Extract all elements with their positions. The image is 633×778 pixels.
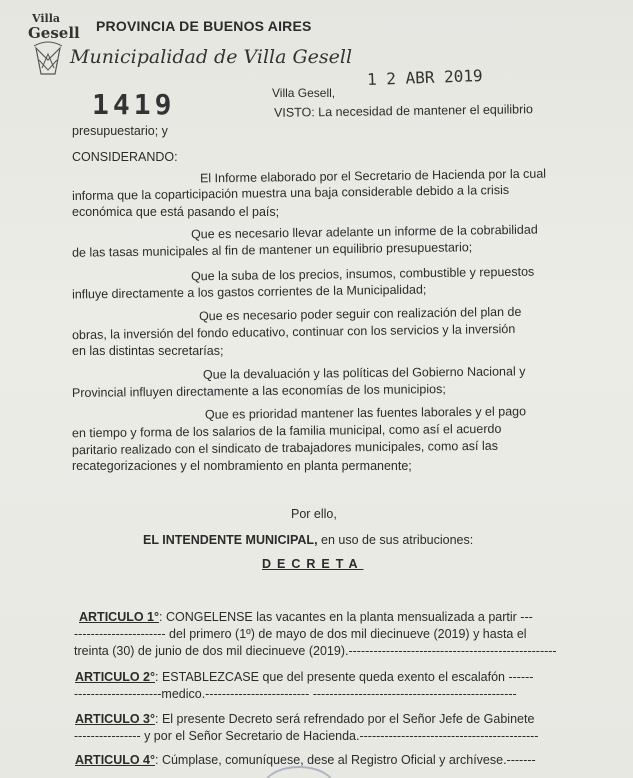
body-line: Que la devaluación y las políticas del Gobierno Nacional y bbox=[202, 364, 526, 382]
intendente-line bbox=[143, 533, 473, 547]
stamped-date: 1 2 ABR 2019 bbox=[366, 65, 483, 90]
body-line: El Informe elaborado por el Secretario de Hacienda por la cual bbox=[199, 166, 547, 186]
body-line: influye directamente a los gastos corrientes de la Municipalidad; bbox=[71, 282, 427, 302]
body-line: informa que la coparticipación muestra una baja considerable debido a la crisis bbox=[71, 182, 510, 204]
body-line: Que es prioridad mantener las fuentes laborales y el pago bbox=[204, 404, 527, 422]
article-text: : Cúmplase, comuníquese, dese al Registro Oficial y archívese.------- bbox=[155, 753, 536, 767]
article-label: ARTICULO 2° bbox=[75, 670, 155, 684]
article-2-line-2: ---------------------medico.------------------------- ------------------------------------------------- bbox=[74, 687, 517, 701]
article-1-line-3: treinta (30) de junio de dos mil diecinueve (2019).-------------------------------------------------- bbox=[74, 644, 557, 658]
body-line: de las tasas municipales al fin de mantener un equilibrio presupuestario; bbox=[71, 240, 473, 260]
logo-text-gesell: Gesell bbox=[28, 24, 80, 42]
article-4-line-1 bbox=[75, 753, 536, 767]
article-2-line-1 bbox=[75, 670, 533, 684]
article-label: ARTICULO 4° bbox=[75, 753, 155, 767]
place-label: Villa Gesell, bbox=[272, 86, 336, 100]
province-heading: PROVINCIA DE BUENOS AIRES bbox=[96, 18, 312, 34]
article-1-line-1 bbox=[79, 610, 533, 624]
decree-number: 1419 bbox=[92, 88, 176, 121]
article-text: : El presente Decreto será refrendado por el Señor Jefe de Gabinete bbox=[155, 712, 535, 726]
article-text: : ESTABLEZCASE que del presente queda exento el escalafón ------ bbox=[155, 670, 534, 684]
article-label: ARTICULO 3° bbox=[75, 712, 155, 726]
official-seal-icon bbox=[262, 766, 336, 778]
body-line: Provincial influyen directamente a las economías de los municipios; bbox=[71, 382, 446, 400]
body-line: en tiempo y forma de los salarios de la familia municipal, como así el acuerdo bbox=[71, 421, 502, 441]
logo-text-villa: Villa bbox=[32, 12, 61, 25]
body-line: obras, la inversión del fondo educativo, continuar con los servicios y la inversión bbox=[71, 321, 516, 343]
article-3-line-2: ---------------- y por el Señor Secretario de Hacienda.------------------------------------------- bbox=[74, 729, 539, 743]
article-1-line-2: ---------------------- del primero (1º) de mayo de dos mil diecinueve (2019) y hasta el bbox=[74, 627, 527, 641]
article-label: ARTICULO 1° bbox=[79, 610, 159, 624]
municipality-heading: Municipalidad de Villa Gesell bbox=[70, 46, 353, 68]
body-line: Que es necesario llevar adelante un informe de la cobrabilidad bbox=[190, 222, 538, 242]
body-line: en las distintas secretarías; bbox=[72, 344, 224, 358]
article-text: : CONGELENSE las vacantes en la planta mensualizada a partir --- bbox=[159, 610, 533, 624]
body-line: Que es necesario poder seguir con realización del plan de bbox=[198, 304, 522, 324]
body-line: Que la suba de los precios, insumos, combustible y repuestos bbox=[190, 264, 535, 284]
body-line: recategorizaciones y el nombramiento en planta permanente; bbox=[72, 459, 412, 473]
article-3-line-1 bbox=[75, 712, 534, 726]
intendente-rest: en uso de sus atribuciones: bbox=[317, 533, 474, 547]
body-line: presupuestario; y bbox=[72, 124, 168, 138]
visto-line: VISTO: La necesidad de mantener el equilibrio bbox=[273, 102, 534, 120]
body-line: paritario realizado con el sindicato de trabajadores municipales, como así las bbox=[71, 438, 498, 458]
municipality-logo bbox=[22, 8, 80, 80]
decreta-heading: DECRETA bbox=[262, 557, 364, 571]
intendente-title: EL INTENDENTE MUNICIPAL, bbox=[143, 533, 318, 547]
body-line: económica que está pasando el país; bbox=[72, 205, 280, 219]
considerando-label: CONSIDERANDO: bbox=[72, 150, 178, 164]
por-ello-line: Por ello, bbox=[291, 507, 337, 521]
